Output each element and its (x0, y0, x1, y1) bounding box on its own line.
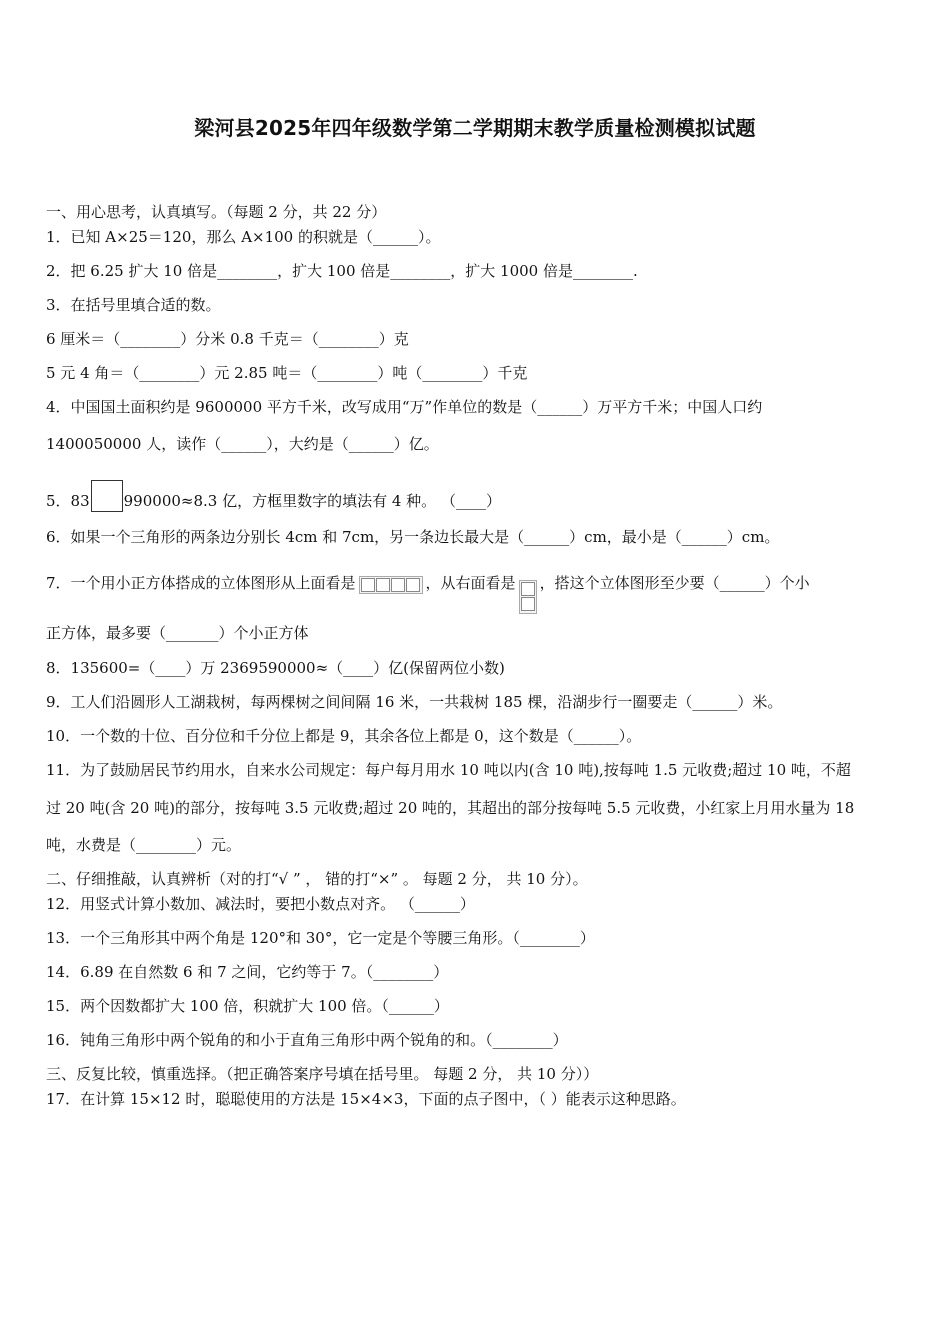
question-10: 10．一个数的十位、百分位和千分位上都是 9，其余各位上都是 0，这个数是（______）。 (46, 727, 642, 745)
question-7-text-2: ，从右面看是 (425, 574, 516, 592)
question-15: 15．两个因数都扩大 100 倍，积就扩大 100 倍。（______） (46, 997, 449, 1015)
question-3-part-a: 6 厘米＝（________）分米 0.8 千克＝（________）克 (46, 330, 409, 348)
question-7-text-1: 7．一个用小正方体搭成的立体图形从上面看是 (46, 574, 356, 592)
question-5 (46, 480, 501, 512)
question-9: 9．工人们沿圆形人工湖栽树，每两棵树之间间隔 16 米，一共栽树 185 棵，沿湖步行一圈要走（______）米。 (46, 693, 783, 711)
question-4-line-1: 4．中国国土面积约是 9600000 平方千米，改写成用“万”作单位的数是（______）万平方千米；中国人口约 (46, 398, 763, 416)
section-1-heading: 一、用心思考，认真填写。（每题 2 分，共 22 分） (46, 203, 387, 221)
question-3-part-b: 5 元 4 角＝（________）元 2.85 吨＝（________）吨（________）千克 (46, 364, 528, 382)
question-5-suffix: 990000≈8.3 亿，方框里数字的填法有 4 种。 （____） (123, 492, 501, 510)
question-7-text-3: ，搭这个立体图形至少要（______）个小 (539, 574, 810, 592)
question-3: 3．在括号里填合适的数。 (46, 296, 221, 314)
question-7-line-1 (46, 573, 810, 614)
question-7-line-2: 正方体，最多要（_______）个小正方体 (46, 624, 309, 642)
question-11-line-1: 11．为了鼓励居民节约用水，自来水公司规定：每户每月用水 10 吨以内(含 10 吨),按每吨 1.5 元收费;超过 10 吨，不超 (46, 761, 851, 779)
question-12: 12．用竖式计算小数加、减法时，要把小数点对齐。 （______） (46, 895, 475, 913)
question-5-prefix: 5．83 (46, 492, 90, 510)
question-1: 1．已知 A×25＝120，那么 A×100 的积就是（______）。 (46, 228, 441, 246)
question-6: 6．如果一个三角形的两条边分别长 4cm 和 7cm，另一条边长最大是（______）cm，最小是（______）cm。 (46, 528, 780, 546)
question-14: 14．6.89 在自然数 6 和 7 之间，它约等于 7。（________） (46, 963, 449, 981)
top-view-figure-icon (359, 576, 423, 594)
question-11-line-2: 过 20 吨(含 20 吨)的部分，按每吨 3.5 元收费;超过 20 吨的，其超出的部分按每吨 5.5 元收费，小红家上月用水量为 18 (46, 799, 855, 817)
section-2-heading: 二、仔细推敲，认真辨析（对的打“√ ” ， 错的打“×” 。 每题 2 分， 共 10 分）。 (46, 870, 588, 888)
question-11-line-3: 吨，水费是（________）元。 (46, 836, 242, 854)
question-13: 13．一个三角形其中两个角是 120°和 30°，它一定是个等腰三角形。（________） (46, 929, 595, 947)
question-2: 2．把 6.25 扩大 10 倍是________，扩大 100 倍是________，扩大 1000 倍是________. (46, 262, 638, 280)
question-4-line-2: 1400050000 人，读作（______），大约是（______）亿。 (46, 435, 439, 453)
question-16: 16．钝角三角形中两个锐角的和小于直角三角形中两个锐角的和。（________） (46, 1031, 568, 1049)
question-17: 17．在计算 15×12 时，聪聪使用的方法是 15×4×3，下面的点子图中，（ ）能表示这种思路。 (46, 1090, 686, 1108)
question-8: 8．135600=（____）万 2369590000≈（____）亿(保留两位小数) (46, 659, 505, 677)
right-view-figure-icon (519, 580, 537, 614)
section-3-heading: 三、反复比较，慎重选择。（把正确答案序号填在括号里。 每题 2 分， 共 10 分）） (46, 1065, 599, 1083)
answer-box-icon (91, 480, 123, 512)
page-title: 梁河县2025年四年级数学第二学期期末教学质量检测模拟试题 (194, 116, 756, 140)
